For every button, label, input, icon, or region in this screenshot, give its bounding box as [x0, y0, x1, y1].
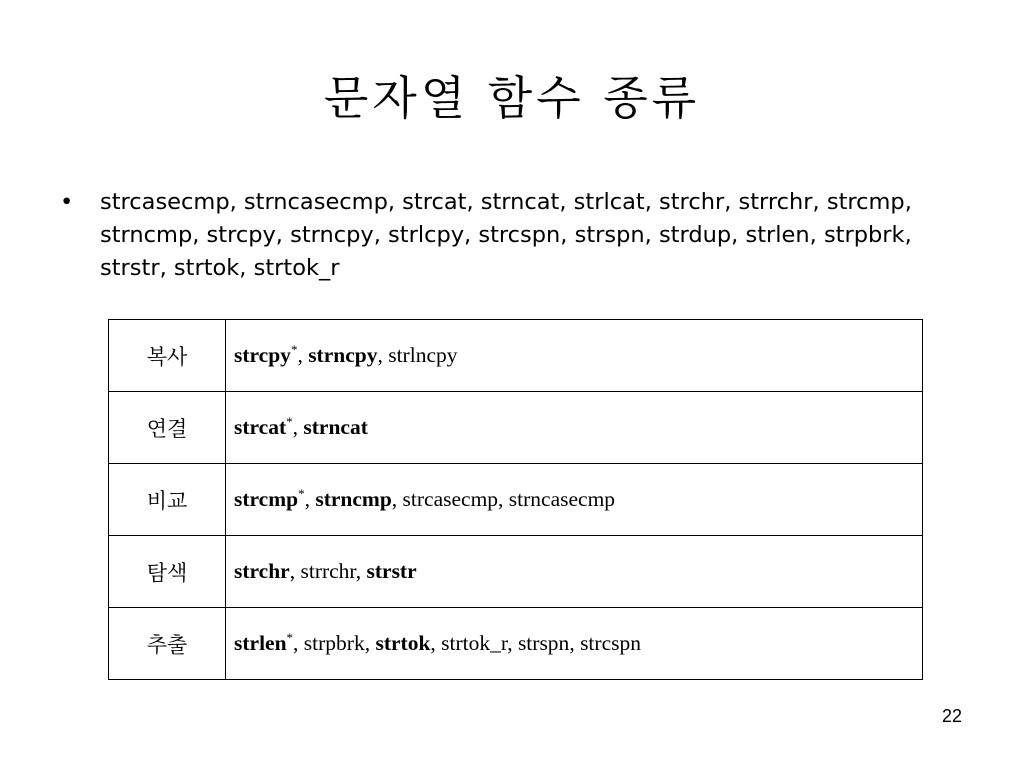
- function-name: strtok_r: [441, 631, 508, 655]
- slide-title: 문자열 함수 종류: [323, 71, 701, 125]
- bullet-item: [60, 186, 960, 285]
- bullet-symbol: •: [60, 189, 74, 215]
- function-name: strncpy: [308, 343, 378, 367]
- function-name: strlen: [234, 631, 287, 655]
- category-cell: 비교: [109, 464, 226, 536]
- page-number: 22: [941, 706, 962, 726]
- function-name: strcat: [234, 415, 287, 439]
- function-name: strchr: [234, 559, 290, 583]
- asterisk-mark: *: [286, 413, 293, 429]
- functions-cell: strcat*, strncat: [226, 392, 923, 464]
- function-name: strncasecmp: [508, 487, 616, 511]
- asterisk-mark: *: [286, 629, 294, 645]
- function-name: strlncpy: [388, 343, 458, 367]
- function-name: strcmp: [234, 487, 299, 511]
- function-name: strtok: [375, 631, 431, 655]
- function-name: strcpy: [234, 343, 291, 367]
- table-row: [109, 608, 923, 680]
- category-cell: 탐색: [109, 536, 226, 608]
- category-cell: 복사: [109, 320, 226, 392]
- string-function-table: [108, 319, 923, 680]
- function-name: strrchr: [300, 559, 356, 583]
- functions-cell: strcpy*, strncpy, strlncpy: [226, 320, 923, 392]
- functions-cell: strchr, strrchr, strstr: [226, 536, 923, 608]
- function-name: strcspn: [580, 631, 641, 655]
- table-row: [109, 464, 923, 536]
- function-name: strcasecmp: [402, 487, 499, 511]
- functions-cell: strcmp*, strncmp, strcasecmp, strncasecmp: [226, 464, 923, 536]
- asterisk-mark: *: [298, 485, 305, 501]
- table-row: [109, 320, 923, 392]
- category-cell: 추출: [109, 608, 226, 680]
- function-name: strncmp: [315, 487, 392, 511]
- category-cell: 연결: [109, 392, 226, 464]
- function-name: strpbrk: [303, 631, 365, 655]
- table-row: [109, 392, 923, 464]
- functions-cell: strlen*, strpbrk, strtok, strtok_r, strspn, strcspn: [226, 608, 923, 680]
- bullet-text: strcasecmp, strncasecmp, strcat, strncat, strlcat, strchr, strrchr, strcmp, strncmp, strcpy, strncpy, strlcpy, strcspn, strspn, strdup, strlen, strpbrk, strstr, strtok, strtok_r: [100, 189, 912, 281]
- function-name: strspn: [517, 631, 570, 655]
- asterisk-mark: *: [290, 341, 298, 357]
- table-row: [109, 536, 923, 608]
- function-name: strstr: [366, 559, 417, 583]
- function-name: strncat: [303, 415, 368, 439]
